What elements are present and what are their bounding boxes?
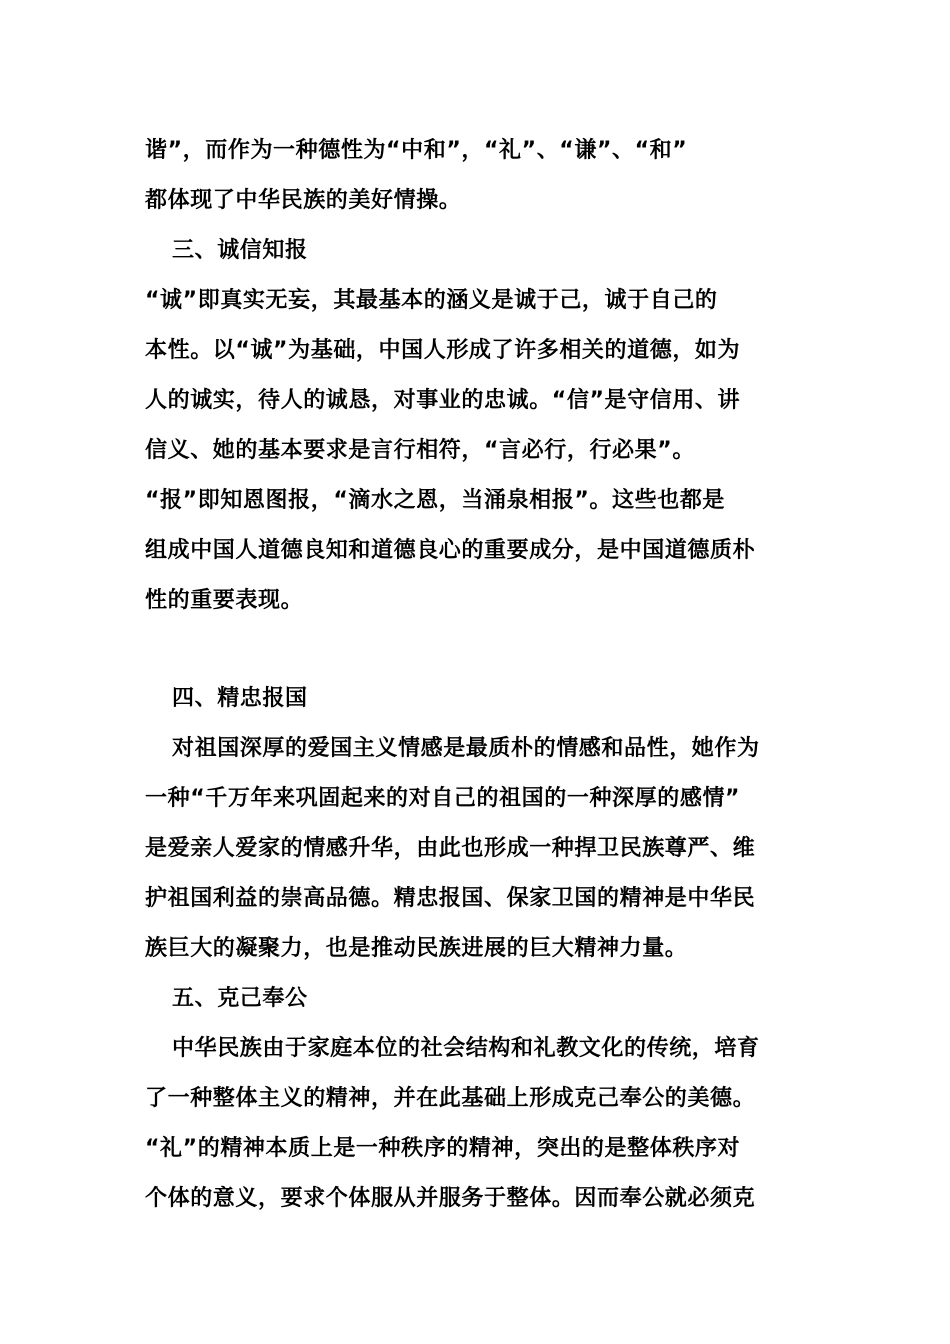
text-line: 性的重要表现。 bbox=[145, 588, 304, 613]
section-heading: 三、诚信知报 bbox=[172, 238, 308, 263]
text-line: 个体的意义，要求个体服从并服务于整体。因而奉公就必须克 bbox=[145, 1186, 756, 1211]
text-line: “礼”的精神本质上是一种秩序的精神，突出的是整体秩序对 bbox=[145, 1136, 741, 1161]
text-line: 谐”，而作为一种德性为“中和”，“礼”、“谦”、“和” bbox=[145, 138, 688, 163]
text-line: 是爱亲人爱家的情感升华，由此也形成一种捍卫民族尊严、维 bbox=[145, 836, 756, 861]
text-line: “诚”即真实无妄，其最基本的涵义是诚于己，诚于自己的 bbox=[145, 288, 718, 313]
text-line: 信义、她的基本要求是言行相符，“言必行，行必果”。 bbox=[145, 438, 695, 463]
section-heading: 四、精忠报国 bbox=[172, 686, 308, 711]
text-line: 人的诚实，待人的诚恳，对事业的忠诚。“信”是守信用、讲 bbox=[145, 388, 741, 413]
text-line: 组成中国人道德良知和道德良心的重要成分，是中国道德质朴 bbox=[145, 538, 756, 563]
text-line: 了一种整体主义的精神，并在此基础上形成克己奉公的美德。 bbox=[145, 1086, 756, 1111]
text-line: 本性。以“诚”为基础，中国人形成了许多相关的道德，如为 bbox=[145, 338, 741, 363]
section-heading: 五、克己奉公 bbox=[172, 986, 308, 1011]
text-line: 族巨大的凝聚力，也是推动民族进展的巨大精神力量。 bbox=[145, 936, 688, 961]
text-line: “报”即知恩图报，“滴水之恩，当涌泉相报”。这些也都是 bbox=[145, 488, 726, 513]
text-line: 中华民族由于家庭本位的社会结构和礼教文化的传统，培育 bbox=[172, 1036, 760, 1061]
text-line: 对祖国深厚的爱国主义情感是最质朴的情感和品性，她作为 bbox=[172, 736, 760, 761]
text-line: 都体现了中华民族的美好情操。 bbox=[145, 188, 462, 213]
text-line: 护祖国利益的崇高品德。精忠报国、保家卫国的精神是中华民 bbox=[145, 886, 756, 911]
text-line: 一种“千万年来巩固起来的对自己的祖国的一种深厚的感情” bbox=[145, 786, 741, 811]
